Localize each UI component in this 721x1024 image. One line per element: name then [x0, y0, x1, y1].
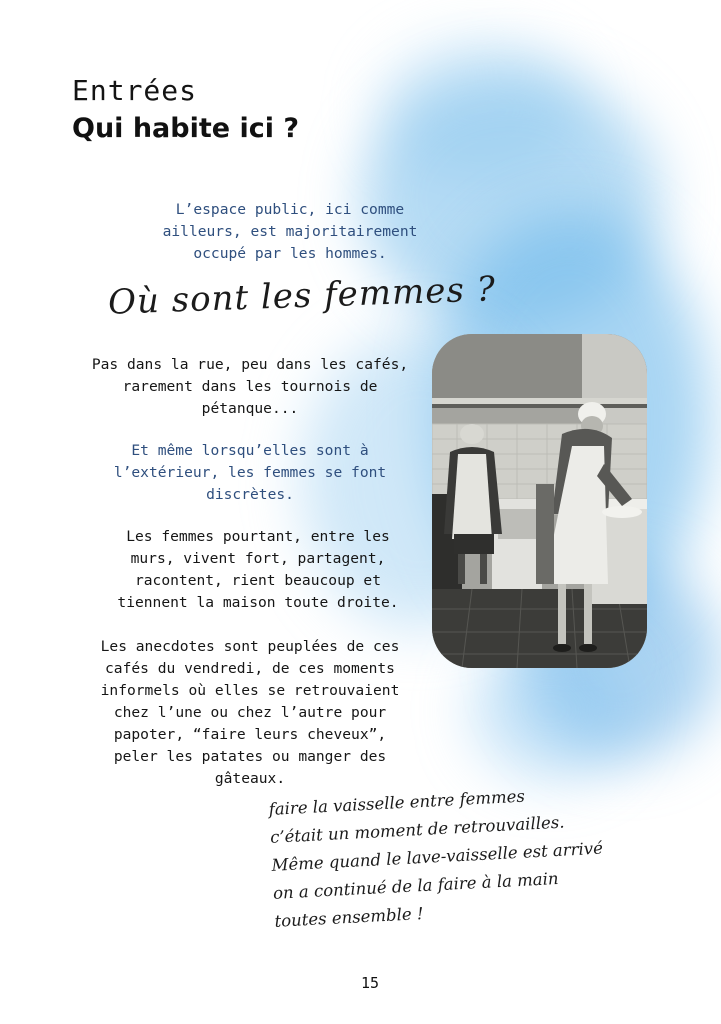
intro-paragraph: L’espace public, ici comme ailleurs, est majoritairement occupé par les hommes.: [162, 201, 418, 262]
kitchen-photo-illustration: [432, 334, 647, 668]
body-paragraph-3: Les femmes pourtant, entre les murs, vivent fort, partagent, racontent, rient beaucoup et tiennent la maison toute droite.: [117, 528, 399, 611]
section-label: Entrées: [72, 74, 198, 107]
kitchen-photo: [432, 334, 647, 668]
body-paragraph-1: Pas dans la rue, peu dans les cafés, rarement dans les tournois de pétanque...: [91, 356, 409, 417]
handwritten-note: faire la vaisselle entre femmes c’était un moment de retrouvailles. Même quand le lave-vaisselle est arrivé on a continué de la faire à la main toutes ensemble !: [268, 786, 604, 931]
body-paragraph-2: Et même lorsqu’elles sont à l’extérieur, les femmes se font discrètes.: [113, 442, 387, 503]
body-paragraph-4: Les anecdotes sont peuplées de ces cafés du vendredi, de ces moments informels où elles se retrouvaient chez l’une ou chez l’autre pour papoter, “faire leurs cheveux”, peler les patates ou manger des gâteaux.: [100, 638, 400, 787]
page-title: Qui habite ici ?: [72, 113, 300, 144]
page-number: 15: [360, 974, 380, 992]
handwritten-question: Où sont les femmes ?: [107, 269, 497, 323]
